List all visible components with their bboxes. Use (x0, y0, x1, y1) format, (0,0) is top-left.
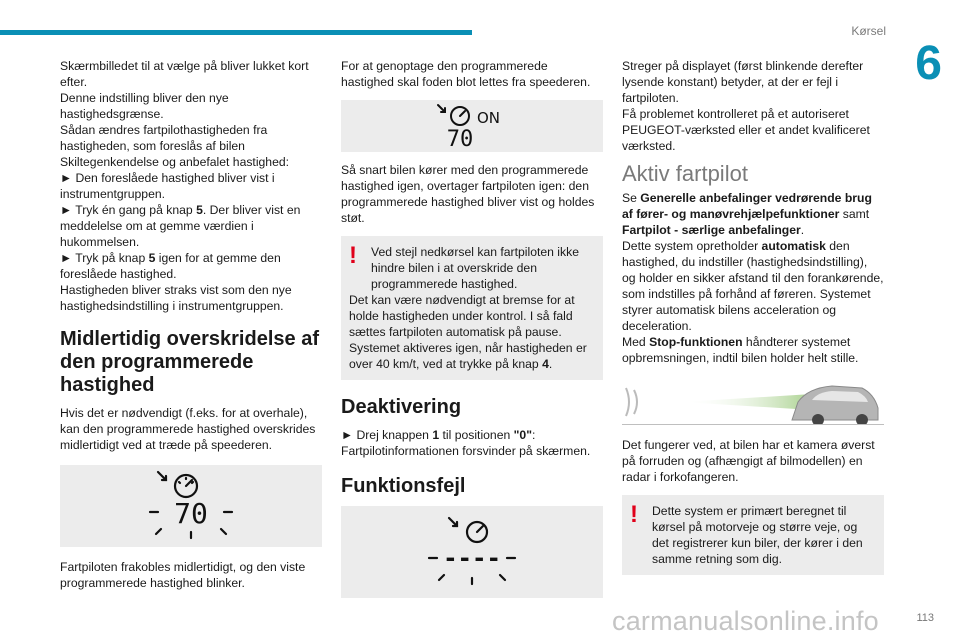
paragraph: Hvis det er nødvendigt (f.eks. for at overhale), kan den programmerede hastighed overskrides midlertidigt ved at træde på speederen. (60, 406, 316, 452)
car-sensor-illustration (622, 380, 884, 425)
speedometer-flash-icon (146, 468, 236, 544)
heading-malfunction: Funktionsfejl (341, 475, 466, 497)
paragraph: For at genoptage den programmerede hastighed skal foden blot lettes fra speederen. (341, 59, 591, 89)
page-number: 113 (916, 612, 934, 624)
paragraph: Det fungerer ved, at bilen har et kamera øverst på forruden og (afhængigt af bilmodellen) en radar i forkofangeren. (622, 438, 875, 484)
speed-blink-illustration (60, 465, 322, 547)
speedometer-on-icon (432, 102, 512, 150)
paragraph: ► Drej knappen 1 til positionen "0": Fartpilotinformationen forsvinder på skærmen. (341, 428, 591, 458)
column-3 (622, 58, 884, 575)
warning-box: ! Dette system er primært beregnet til kørsel på motorveje og større veje, og det registrerer kun biler, der kører i den samme retning som dig. (622, 495, 884, 575)
heading-temporary-override: Midlertidig overskridelse af den programmerede hastighed (60, 328, 319, 396)
column-1 (60, 58, 322, 591)
heading-deactivation: Deaktivering (341, 396, 462, 418)
watermark: carmanualsonline.info (612, 606, 879, 636)
heading-active-cruise: Aktiv fartpilot (622, 161, 748, 186)
svg-text:----: ---- (443, 544, 501, 572)
section-title: Kørsel (851, 24, 886, 38)
paragraph: Fartpiloten frakobles midlertidigt, og den viste programmerede hastighed blinker. (60, 560, 306, 590)
paragraph: Skærmbilledet til at vælge på bliver lukket kort efter. Denne indstilling bliver den nye hastighedsgrænse. Sådan ændres fartpilothastigheden fra hastigheden, som foreslås af bilen Skiltegenkendelse og anbefalet hastighed: ► Den foreslåede hastighed bliver vist i instrumentgruppen. ► Tryk én gang på knap 5. Der bliver vist en meddelelse om at gemme værdien i hukommelsen. ► Tryk på knap 5 igen for at gemme den foreslåede hastighed. Hastigheden bliver straks vist som den nye hastighedsindstilling i instrumentgruppen. (60, 59, 309, 313)
svg-text:ON: ON (477, 109, 501, 127)
chapter-number: 6 (915, 37, 942, 90)
speedometer-fault-icon (427, 512, 517, 592)
speed-resume-illustration (341, 100, 603, 152)
svg-text:70: 70 (174, 497, 208, 530)
svg-text:70: 70 (446, 127, 474, 150)
paragraph: Streger på displayet (først blinkende derefter lysende konstant) betyder, at der er fejl i fartpiloten. Få problemet kontrolleret på et autoriseret PEUGEOT-værksted eller et andet kvalificeret værksted. (622, 59, 870, 153)
warning-icon: ! (630, 501, 638, 528)
car-radar-icon (622, 380, 884, 424)
column-2 (341, 58, 603, 598)
header-accent-bar (0, 30, 472, 35)
warning-box: ! Ved stejl nedkørsel kan fartpiloten ikke hindre bilen i at overskride den programmerede hastighed. Det kan være nødvendigt at bremse for at holde hastigheden under kontrol. I så fald sættes fartpiloten automatisk på pause. Systemet aktiveres igen, når hastigheden er over 40 km/t, ved at trykke på knap 4. (341, 236, 603, 380)
speed-fault-illustration (341, 506, 603, 598)
paragraph: Se Generelle anbefalinger vedrørende brug af fører- og manøvrehjælpefunktioner samt Fartpilot - særlige anbefalinger. Dette system opretholder automatisk den hastighed, du indstiller (hastighedsindstilling), og holder en sikker afstand til den forankørende, som indstilles på forhånd af føreren. Systemet styrer automatisk bilens acceleration og deceleration. Med Stop-funktionen håndterer systemet opbremsningen, indtil bilen holder helt stille. (622, 191, 884, 365)
warning-icon: ! (349, 242, 357, 269)
paragraph: Så snart bilen kører med den programmerede hastighed igen, overtager fartpiloten igen: den programmerede hastighed bliver vist og holdes støt. (341, 163, 595, 225)
